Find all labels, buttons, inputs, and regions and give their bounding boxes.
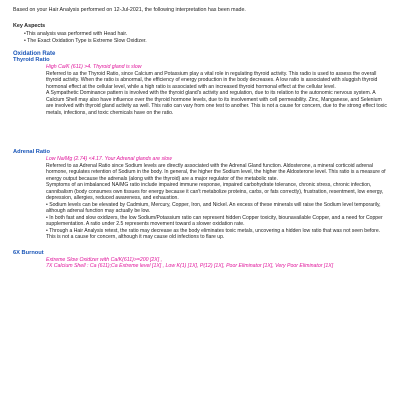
thyroid-paragraph: Referred to as the Thyroid Ratio, since Calcium and Potassium play a vital role in regulating thyroid activity. This radio is used to assess the overall thyroid activity. When the ratio is abnormal, the efficiency of energy production in the body decreases. A low ratio is associated with sluggish thyroid hormonal effect at the cellular level, while a high ratio is associated with an increased thyroid hormonal effect at the cellular level. <box>46 70 378 90</box>
key-aspect-item: •This analysis was performed with Head hair. <box>24 31 128 37</box>
burnout-heading: 6X Burnout <box>13 249 44 256</box>
adrenal-paragraph: Symptoms of an imbalanced NA/MG ratio include impaired immune response, impaired carbohydrate tolerance, chronic stress, chronic infection, cannibalism (body consumes own tissues for energy because it can't metabolize proteins, carbs, or fats correctly), frustration, resentment, low energy, depression, allergies, reduced awareness, and exhaustion. <box>46 182 384 202</box>
adrenal-description <box>13 163 390 241</box>
thyroid-finding: High Ca/K (611) >4. Thyroid gland is slow <box>46 64 142 71</box>
adrenal-paragraph: Referred to as Adrenal Ratio since Sodium levels are directly associated with the Adrenal Gland function. Aldosterone, a mineral corticoid adrenal hormone, regulates retention of Sodium in the body. In general, the higher the Sodium level, the higher the Aldosterone level. This ratio is a measure of energy output because the adrenals (along with the thyroid) are a major regulator of the metabolic rate. <box>46 162 386 182</box>
adrenal-finding: Low Na/Mg (2.74) <4.17. Your Adrenal glands are slow <box>46 156 172 163</box>
burnout-line: 7X Calcium Shell : Ca (611);Ca Extreme level [1X] , Low K(1) [1X], P(12) [1X], Poor Eliminator [1X], Very Poor Eliminator [1X] <box>46 263 334 270</box>
adrenal-paragraph: • Through a Hair Analysis retest, the ratio may decrease as the body eliminates toxic metals, uncovering a hidden low ratio that was not seen before. This is not a cause for concern, although it may cause old infections to flare up. <box>46 227 381 241</box>
key-aspect-item: • The Exact Oxidation Type is Extreme Slow Oxidizer. <box>24 37 147 44</box>
thyroid-ratio-heading: Thyroid Ratio <box>13 57 50 64</box>
intro-text: Based on your Hair Analysis performed on 12-Jul-2021, the following interpretation has been made. <box>13 7 246 13</box>
thyroid-paragraph: A Sympathetic Dominance pattern is involved with the thyroid gland's activity and regulation, due to its relation to the autonomic nervous system. A Calcium Shell may also have influence over the thyroid hormone levels, due to its involvement with cell permeability. Zinc, Manganese, and Selenium are involved with thyroid gland activity as well. This ratio can vary from one test to another. This is not a cause for concern, due to the strong effect toxic metals, infections, and toxic chemicals have on the ratio. <box>46 90 387 116</box>
adrenal-ratio-heading: Adrenal Ratio <box>13 149 50 156</box>
oxidation-rate-heading: Oxidation Rate <box>13 51 56 58</box>
thyroid-description <box>13 71 390 117</box>
adrenal-paragraph: • Sodium levels can be elevated by Cadmium, Mercury, Copper, Iron, and Nickel. An excess of these minerals will raise the Sodium level temporarily, although adrenal function may actually be low. <box>46 201 381 215</box>
key-aspects-list <box>13 31 390 44</box>
key-aspects-heading: Key Aspects <box>13 23 46 29</box>
burnout-line: Extreme Slow Oxidizer with Ca/K(611)>=200 [2X] , <box>46 256 163 263</box>
adrenal-paragraph: • In both fast and slow oxidizers, the low Sodium/Potassium ratio can represent hidden Copper toxicity, biounavailable Copper, and a need for Copper supplementation. A ratio under 2.5 represents movement toward a slower oxidation rate. <box>46 214 383 228</box>
